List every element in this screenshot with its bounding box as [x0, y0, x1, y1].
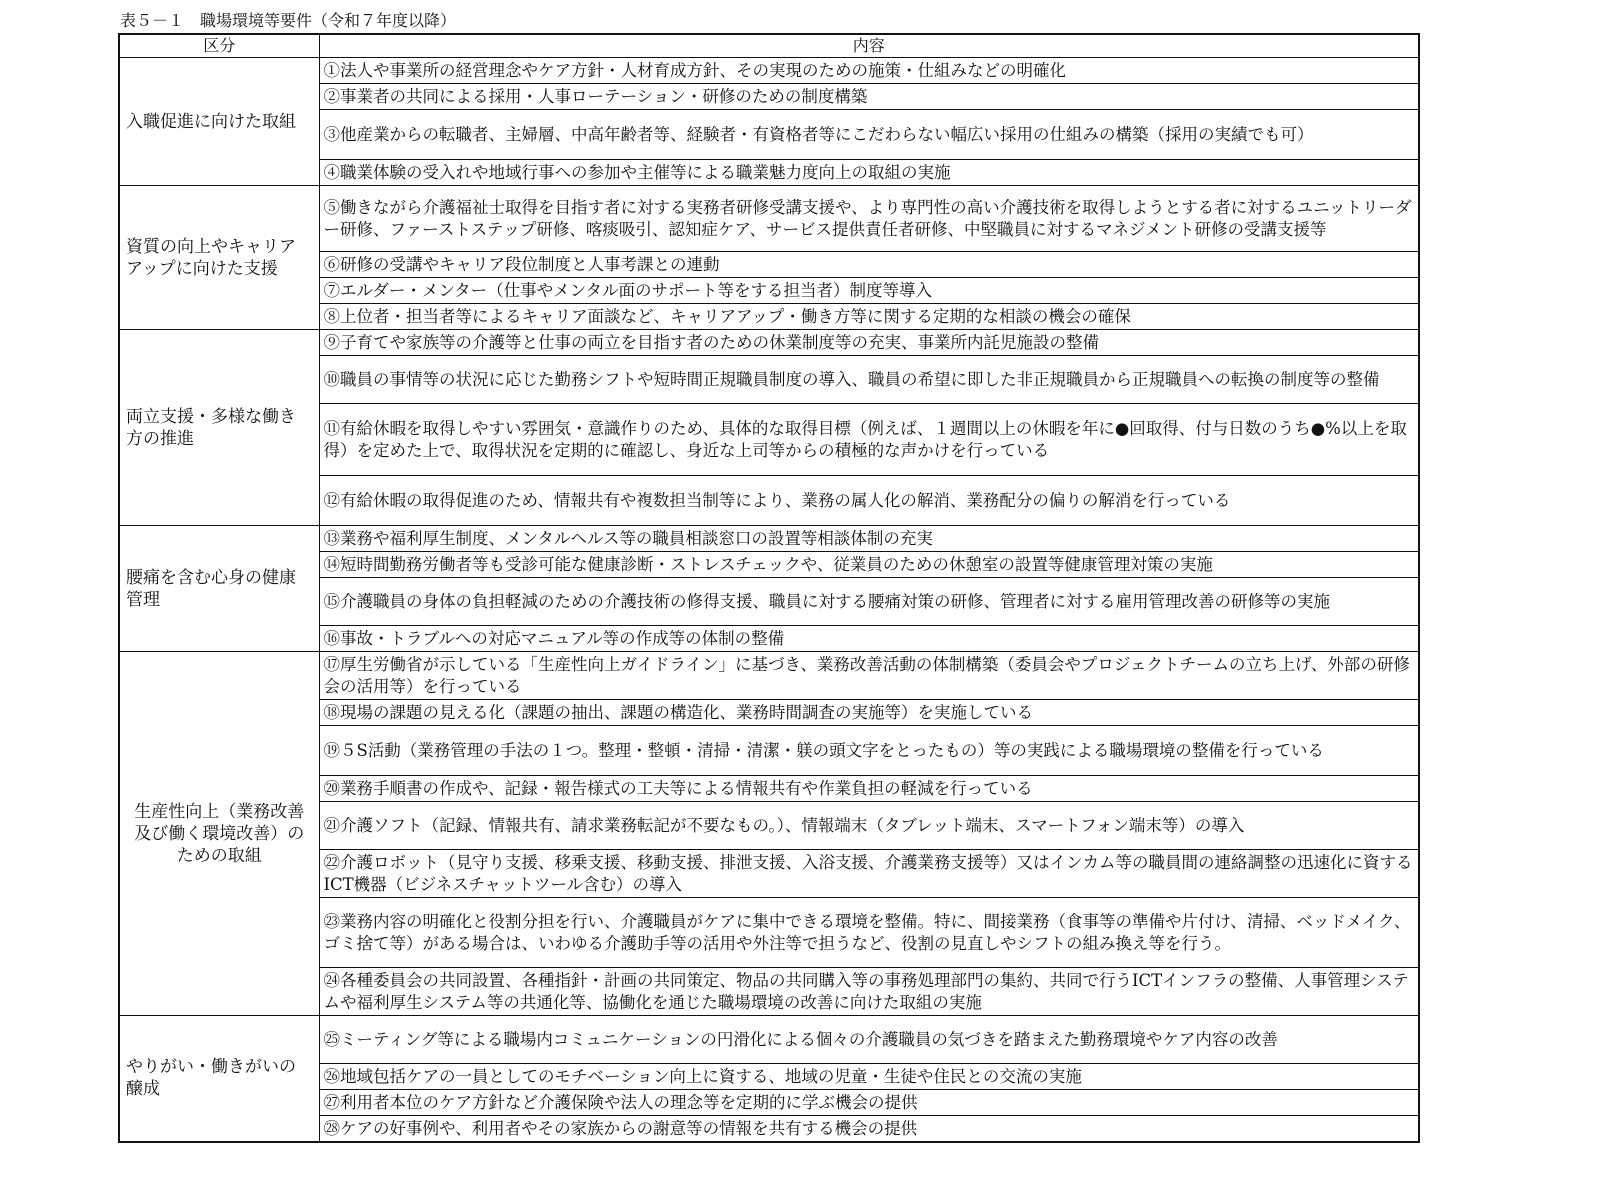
- requirement-item: ㉔各種委員会の共同設置、各種指針・計画の共同策定、物品の共同購入等の事務処理部門の集約、共同で行うICTインフラの整備、人事管理システムや福利厚生システム等の共通化等、協働化を通じた職場環境の改善に向けた取組の実施: [319, 968, 1419, 1016]
- requirement-item: ⑦エルダー・メンター（仕事やメンタル面のサポート等をする担当者）制度等導入: [319, 278, 1419, 304]
- requirements-table: [118, 33, 1420, 1143]
- category-cell: 資質の向上やキャリアアップに向けた支援: [119, 186, 319, 330]
- category-cell: 生産性向上（業務改善及び働く環境改善）のための取組: [119, 652, 319, 1016]
- requirement-item: ⑪有給休暇を取得しやすい雰囲気・意識作りのため、具体的な取得目標（例えば、１週間以上の休暇を年に●回取得、付与日数のうち●%以上を取得）を定めた上で、取得状況を定期的に確認し、身近な上司等からの積極的な声かけを行っている: [319, 404, 1419, 476]
- table-row: [119, 526, 1419, 552]
- requirement-item: ①法人や事業所の経営理念やケア方針・人材育成方針、その実現のための施策・仕組みなどの明確化: [319, 58, 1419, 84]
- category-cell: 両立支援・多様な働き方の推進: [119, 330, 319, 526]
- requirement-item: ㉘ケアの好事例や、利用者やその家族からの謝意等の情報を共有する機会の提供: [319, 1116, 1419, 1142]
- table-row: [119, 58, 1419, 84]
- table-row: [119, 186, 1419, 252]
- requirement-item: ⑩職員の事情等の状況に応じた勤務シフトや短時間正規職員制度の導入、職員の希望に即した非正規職員から正規職員への転換の制度等の整備: [319, 356, 1419, 404]
- table-body: [119, 58, 1419, 1142]
- category-cell: 腰痛を含む心身の健康管理: [119, 526, 319, 652]
- header-category: 区分: [119, 34, 319, 58]
- category-cell: 入職促進に向けた取組: [119, 58, 319, 186]
- requirement-item: ⑭短時間勤務労働者等も受診可能な健康診断・ストレスチェックや、従業員のための休憩室の設置等健康管理対策の実施: [319, 552, 1419, 578]
- requirement-item: ③他産業からの転職者、主婦層、中高年齢者等、経験者・有資格者等にこだわらない幅広い採用の仕組みの構築（採用の実績でも可）: [319, 110, 1419, 160]
- requirement-item: ⑧上位者・担当者等によるキャリア面談など、キャリアアップ・働き方等に関する定期的な相談の機会の確保: [319, 304, 1419, 330]
- requirement-item: ㉕ミーティング等による職場内コミュニケーションの円滑化による個々の介護職員の気づきを踏まえた勤務環境やケア内容の改善: [319, 1016, 1419, 1064]
- requirement-item: ⑨子育てや家族等の介護等と仕事の両立を目指す者のための休業制度等の充実、事業所内託児施設の整備: [319, 330, 1419, 356]
- header-row: [119, 34, 1419, 58]
- requirement-item: ⑰厚生労働省が示している「生産性向上ガイドライン」に基づき、業務改善活動の体制構築（委員会やプロジェクトチームの立ち上げ、外部の研修会の活用等）を行っている: [319, 652, 1419, 700]
- requirement-item: ⑱現場の課題の見える化（課題の抽出、課題の構造化、業務時間調査の実施等）を実施している: [319, 700, 1419, 726]
- requirement-item: ⑮介護職員の身体の負担軽減のための介護技術の修得支援、職員に対する腰痛対策の研修、管理者に対する雇用管理改善の研修等の実施: [319, 578, 1419, 626]
- requirement-item: ⑯事故・トラブルへの対応マニュアル等の作成等の体制の整備: [319, 626, 1419, 652]
- requirement-item: ⑥研修の受講やキャリア段位制度と人事考課との連動: [319, 252, 1419, 278]
- requirement-item: ㉑介護ソフト（記録、情報共有、請求業務転記が不要なもの。）、情報端末（タブレット端末、スマートフォン端末等）の導入: [319, 802, 1419, 850]
- requirement-item: ㉒介護ロボット（見守り支援、移乗支援、移動支援、排泄支援、入浴支援、介護業務支援等）又はインカム等の職員間の連絡調整の迅速化に資するICT機器（ビジネスチャットツール含む）の導入: [319, 850, 1419, 898]
- table-caption: 表５－１ 職場環境等要件（令和７年度以降）: [120, 11, 457, 30]
- requirement-item: ㉗利用者本位のケア方針など介護保険や法人の理念等を定期的に学ぶ機会の提供: [319, 1090, 1419, 1116]
- category-cell: やりがい・働きがいの醸成: [119, 1016, 319, 1142]
- table-row: [119, 1016, 1419, 1064]
- requirement-item: ②事業者の共同による採用・人事ローテーション・研修のための制度構築: [319, 84, 1419, 110]
- header-content: 内容: [319, 34, 1419, 58]
- requirement-item: ⑲５S活動（業務管理の手法の１つ。整理・整頓・清掃・清潔・躾の頭文字をとったもの）等の実践による職場環境の整備を行っている: [319, 726, 1419, 776]
- requirement-item: ㉖地域包括ケアの一員としてのモチベーション向上に資する、地域の児童・生徒や住民との交流の実施: [319, 1064, 1419, 1090]
- requirement-item: ⑫有給休暇の取得促進のため、情報共有や複数担当制等により、業務の属人化の解消、業務配分の偏りの解消を行っている: [319, 476, 1419, 526]
- requirement-item: ⑳業務手順書の作成や、記録・報告様式の工夫等による情報共有や作業負担の軽減を行っている: [319, 776, 1419, 802]
- table-row: [119, 330, 1419, 356]
- table-row: [119, 652, 1419, 700]
- requirement-item: ⑤働きながら介護福祉士取得を目指す者に対する実務者研修受講支援や、より専門性の高い介護技術を取得しようとする者に対するユニットリーダー研修、ファーストステップ研修、喀痰吸引、認知症ケア、サービス提供責任者研修、中堅職員に対するマネジメント研修の受講支援等: [319, 186, 1419, 252]
- requirement-item: ④職業体験の受入れや地域行事への参加や主催等による職業魅力度向上の取組の実施: [319, 160, 1419, 186]
- requirement-item: ㉓業務内容の明確化と役割分担を行い、介護職員がケアに集中できる環境を整備。特に、間接業務（食事等の準備や片付け、清掃、ベッドメイク、ゴミ捨て等）がある場合は、いわゆる介護助手等の活用や外注等で担うなど、役割の見直しやシフトの組み換え等を行う。: [319, 898, 1419, 968]
- requirement-item: ⑬業務や福利厚生制度、メンタルヘルス等の職員相談窓口の設置等相談体制の充実: [319, 526, 1419, 552]
